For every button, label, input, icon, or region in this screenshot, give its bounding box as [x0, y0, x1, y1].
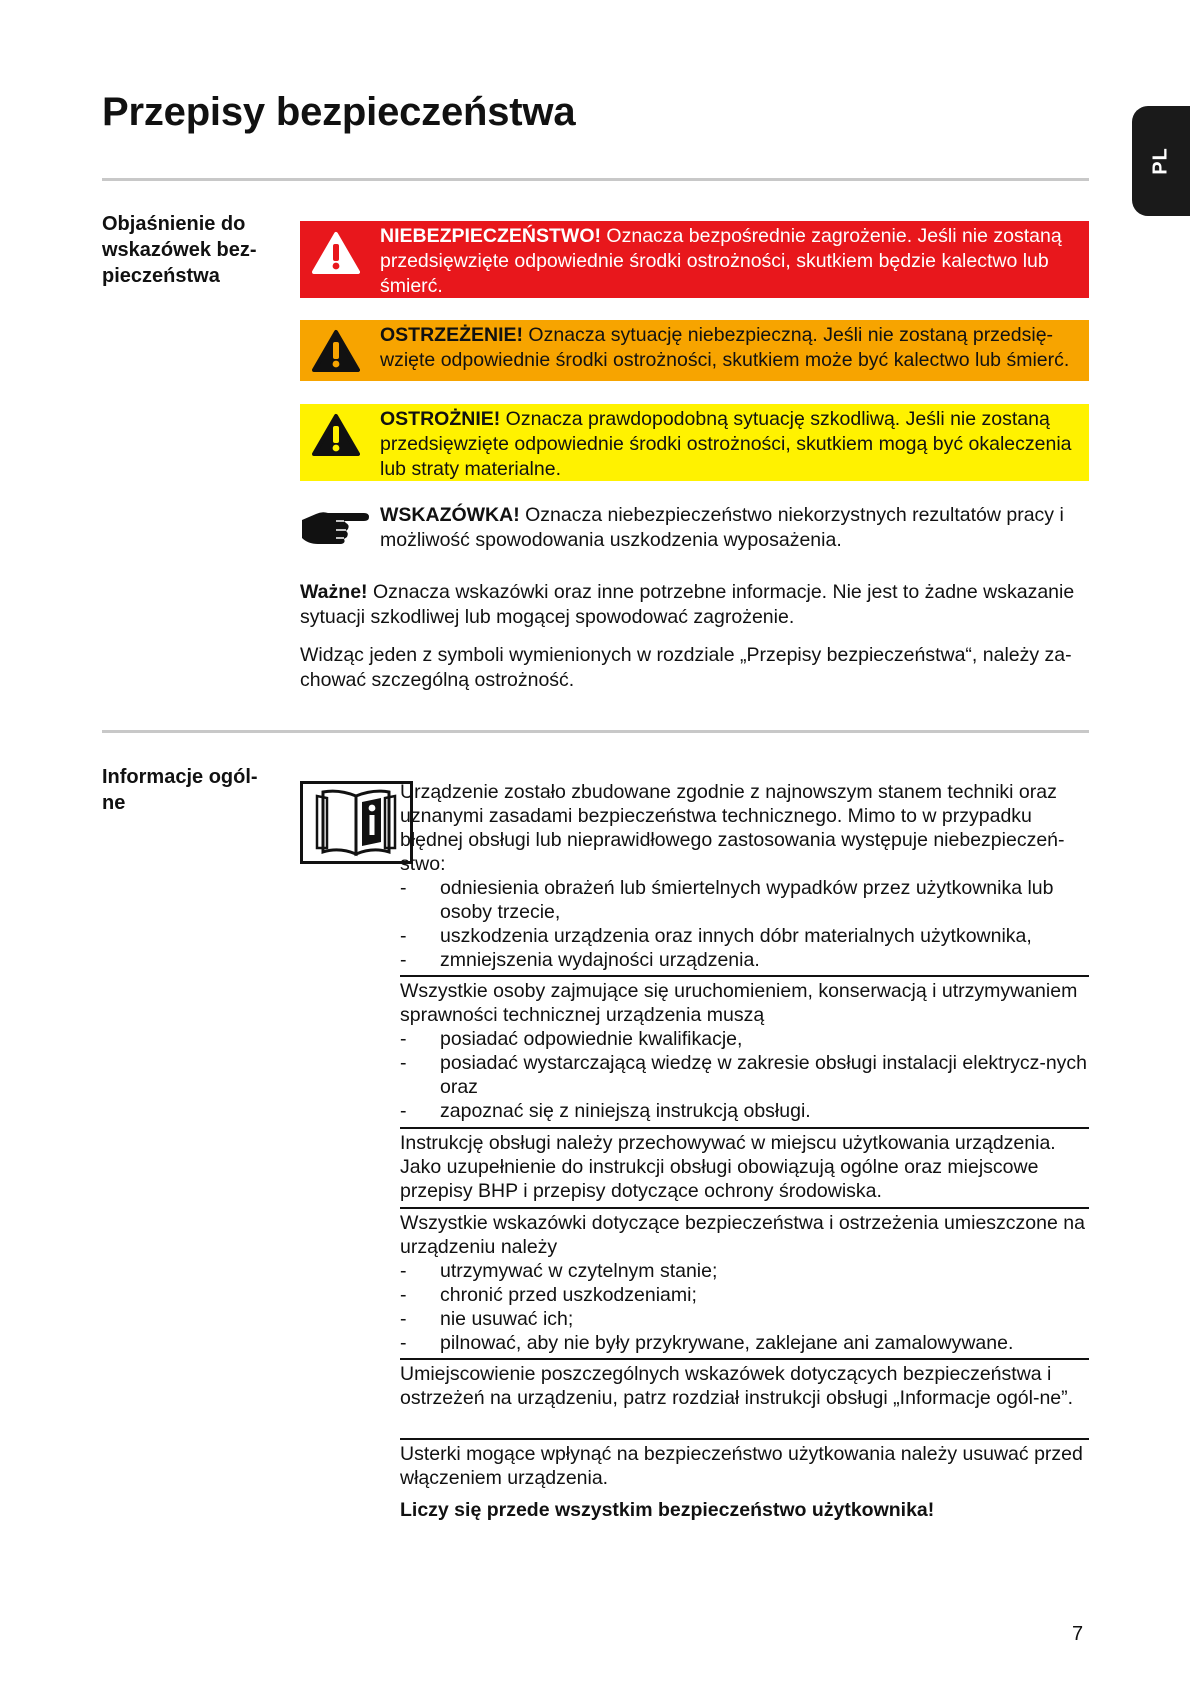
list-item-text: odniesienia obrażeń lub śmiertelnych wypadków przez użytkownika lub osoby trzecie,	[440, 877, 1054, 923]
danger-notice	[300, 221, 1089, 298]
general-info-block-3: Instrukcję obsługi należy przechowywać w miejscu użytkowania urządzenia. Jako uzupełnienie do instrukcji obsługi obowiązują ogólne oraz miejscowe przepisy BHP i przepisy dotyczące ochrony środowiska.	[400, 1132, 1056, 1202]
section-divider	[102, 178, 1089, 181]
warning-notice	[300, 320, 1089, 381]
danger-text: Oznacza bezpośrednie zagrożenie. Jeśli nie zostaną przedsięwzięte odpowiednie środki ostrożności, skutkiem będzie kalectwo lub śmierć.	[380, 225, 1062, 297]
list-item	[400, 948, 1089, 972]
list-item	[400, 876, 1089, 924]
warning-triangle-icon	[312, 413, 360, 464]
list-item	[400, 1099, 1089, 1123]
list-item	[400, 1051, 1089, 1099]
list-item	[400, 1331, 1089, 1355]
list-item-text: pilnować, aby nie były przykrywane, zaklejane ani zamalowywane.	[440, 1332, 1014, 1354]
symbols-paragraph: Widząc jeden z symboli wymienionych w rozdziale „Przepisy bezpieczeństwa“, należy za-chować szczególną ostrożność.	[300, 644, 1072, 691]
section-heading-safety-notes: Objaśnienie do wskazówek bez-pieczeństwa	[102, 213, 257, 287]
block1-intro: Urządzenie zostało zbudowane zgodnie z najnowszym stanem techniki oraz uznanymi zasadami bezpieczeństwa technicznego. Mimo to w przypadku błędnej obsługi lub nieprawidłowego zastosowania występuje niebezpieczeń-stwo:	[400, 781, 1065, 875]
list-item-text: posiadać odpowiednie kwalifikacje,	[440, 1028, 743, 1050]
page-title: Przepisy bezpieczeństwa	[102, 90, 576, 134]
hint-notice	[300, 500, 1089, 552]
important-label: Ważne!	[300, 581, 368, 603]
block-divider	[400, 1438, 1089, 1440]
list-item-text: nie usuwać ich;	[440, 1308, 574, 1330]
list-dash: -	[400, 949, 407, 971]
section-heading-general-info: Informacje ogól-ne	[102, 766, 258, 814]
warning-triangle-icon	[312, 231, 360, 282]
list-item-text: utrzymywać w czytelnym stanie;	[440, 1260, 718, 1282]
warning-text: Oznacza sytuację niebezpieczną. Jeśli nie zostaną przedsię-wzięte odpowiednie środki ostrożności, skutkiem może być kalectwo lub śmierć.	[380, 324, 1070, 371]
block6-text: Usterki mogące wpłynąć na bezpieczeństwo użytkowania należy usuwać przed włączeniem urządzenia.	[400, 1443, 1083, 1489]
list-dash: -	[400, 1052, 407, 1074]
list-dash: -	[400, 1260, 407, 1282]
important-paragraph	[300, 580, 1089, 630]
list-item	[400, 1283, 1089, 1307]
caution-label: OSTROŻNIE!	[380, 408, 501, 430]
read-manual-icon	[300, 781, 413, 864]
warning-triangle-icon	[312, 329, 360, 380]
block4-intro: Wszystkie wskazówki dotyczące bezpieczeństwa i ostrzeżenia umieszczone na urządzeniu należy	[400, 1212, 1085, 1258]
language-tab	[1132, 106, 1190, 216]
language-tab-label: PL	[1149, 147, 1172, 175]
warning-label: OSTRZEŻENIE!	[380, 324, 524, 346]
list-item-text: zapoznać się z niniejszą instrukcją obsługi.	[440, 1100, 811, 1122]
general-info-block-1	[400, 780, 1089, 972]
list-item	[400, 1307, 1089, 1331]
page-number: 7	[1072, 1623, 1084, 1645]
pointing-hand-icon	[300, 506, 370, 553]
general-info-block-5: Umiejscowienie poszczególnych wskazówek dotyczących bezpieczeństwa i ostrzeżeń na urządzeniu, patrz rozdział instrukcji obsługi „Informacje ogól-ne”.	[400, 1363, 1074, 1409]
list-item-text: posiadać wystarczającą wiedzę w zakresie obsługi instalacji elektrycz-nych oraz	[440, 1052, 1088, 1098]
list-item	[400, 924, 1089, 948]
block-divider	[400, 1207, 1089, 1209]
safety-first-statement: Liczy się przede wszystkim bezpieczeństwo użytkownika!	[400, 1499, 935, 1521]
list-item-text: chronić przed uszkodzeniami;	[440, 1284, 697, 1306]
list-dash: -	[400, 877, 407, 899]
caution-notice	[300, 404, 1089, 481]
list-item-text: uszkodzenia urządzenia oraz innych dóbr materialnych użytkownika,	[440, 925, 1032, 947]
section-divider	[102, 730, 1089, 733]
list-dash: -	[400, 1100, 407, 1122]
danger-label: NIEBEZPIECZEŃSTWO!	[380, 225, 602, 247]
list-item	[400, 1259, 1089, 1283]
list-dash: -	[400, 1284, 407, 1306]
block-divider	[400, 1127, 1089, 1129]
important-text: Oznacza wskazówki oraz inne potrzebne informacje. Nie jest to żadne wskazanie sytuacji szkodliwej lub mogącej spowodować zagrożenie.	[300, 581, 1075, 628]
list-item	[400, 1027, 1089, 1051]
hint-label: WSKAZÓWKA!	[380, 504, 520, 526]
list-dash: -	[400, 1028, 407, 1050]
block2-intro: Wszystkie osoby zajmujące się uruchomieniem, konserwacją i utrzymywaniem sprawności technicznej urządzenia muszą	[400, 980, 1078, 1026]
general-info-block-2	[400, 979, 1089, 1123]
list-dash: -	[400, 1308, 407, 1330]
list-dash: -	[400, 1332, 407, 1354]
block-divider	[400, 975, 1089, 977]
list-item-text: zmniejszenia wydajności urządzenia.	[440, 949, 760, 971]
caution-text: Oznacza prawdopodobną sytuację szkodliwą. Jeśli nie zostaną przedsięwzięte odpowiednie środki ostrożności, skutkiem mogą być okaleczenia lub straty materialne.	[380, 408, 1072, 480]
block-divider	[400, 1358, 1089, 1360]
list-dash: -	[400, 925, 407, 947]
general-info-block-6	[400, 1442, 1089, 1522]
general-info-block-4	[400, 1211, 1089, 1355]
hint-text: Oznacza niebezpieczeństwo niekorzystnych rezultatów pracy i możliwość spowodowania uszkodzenia wyposażenia.	[380, 504, 1064, 551]
